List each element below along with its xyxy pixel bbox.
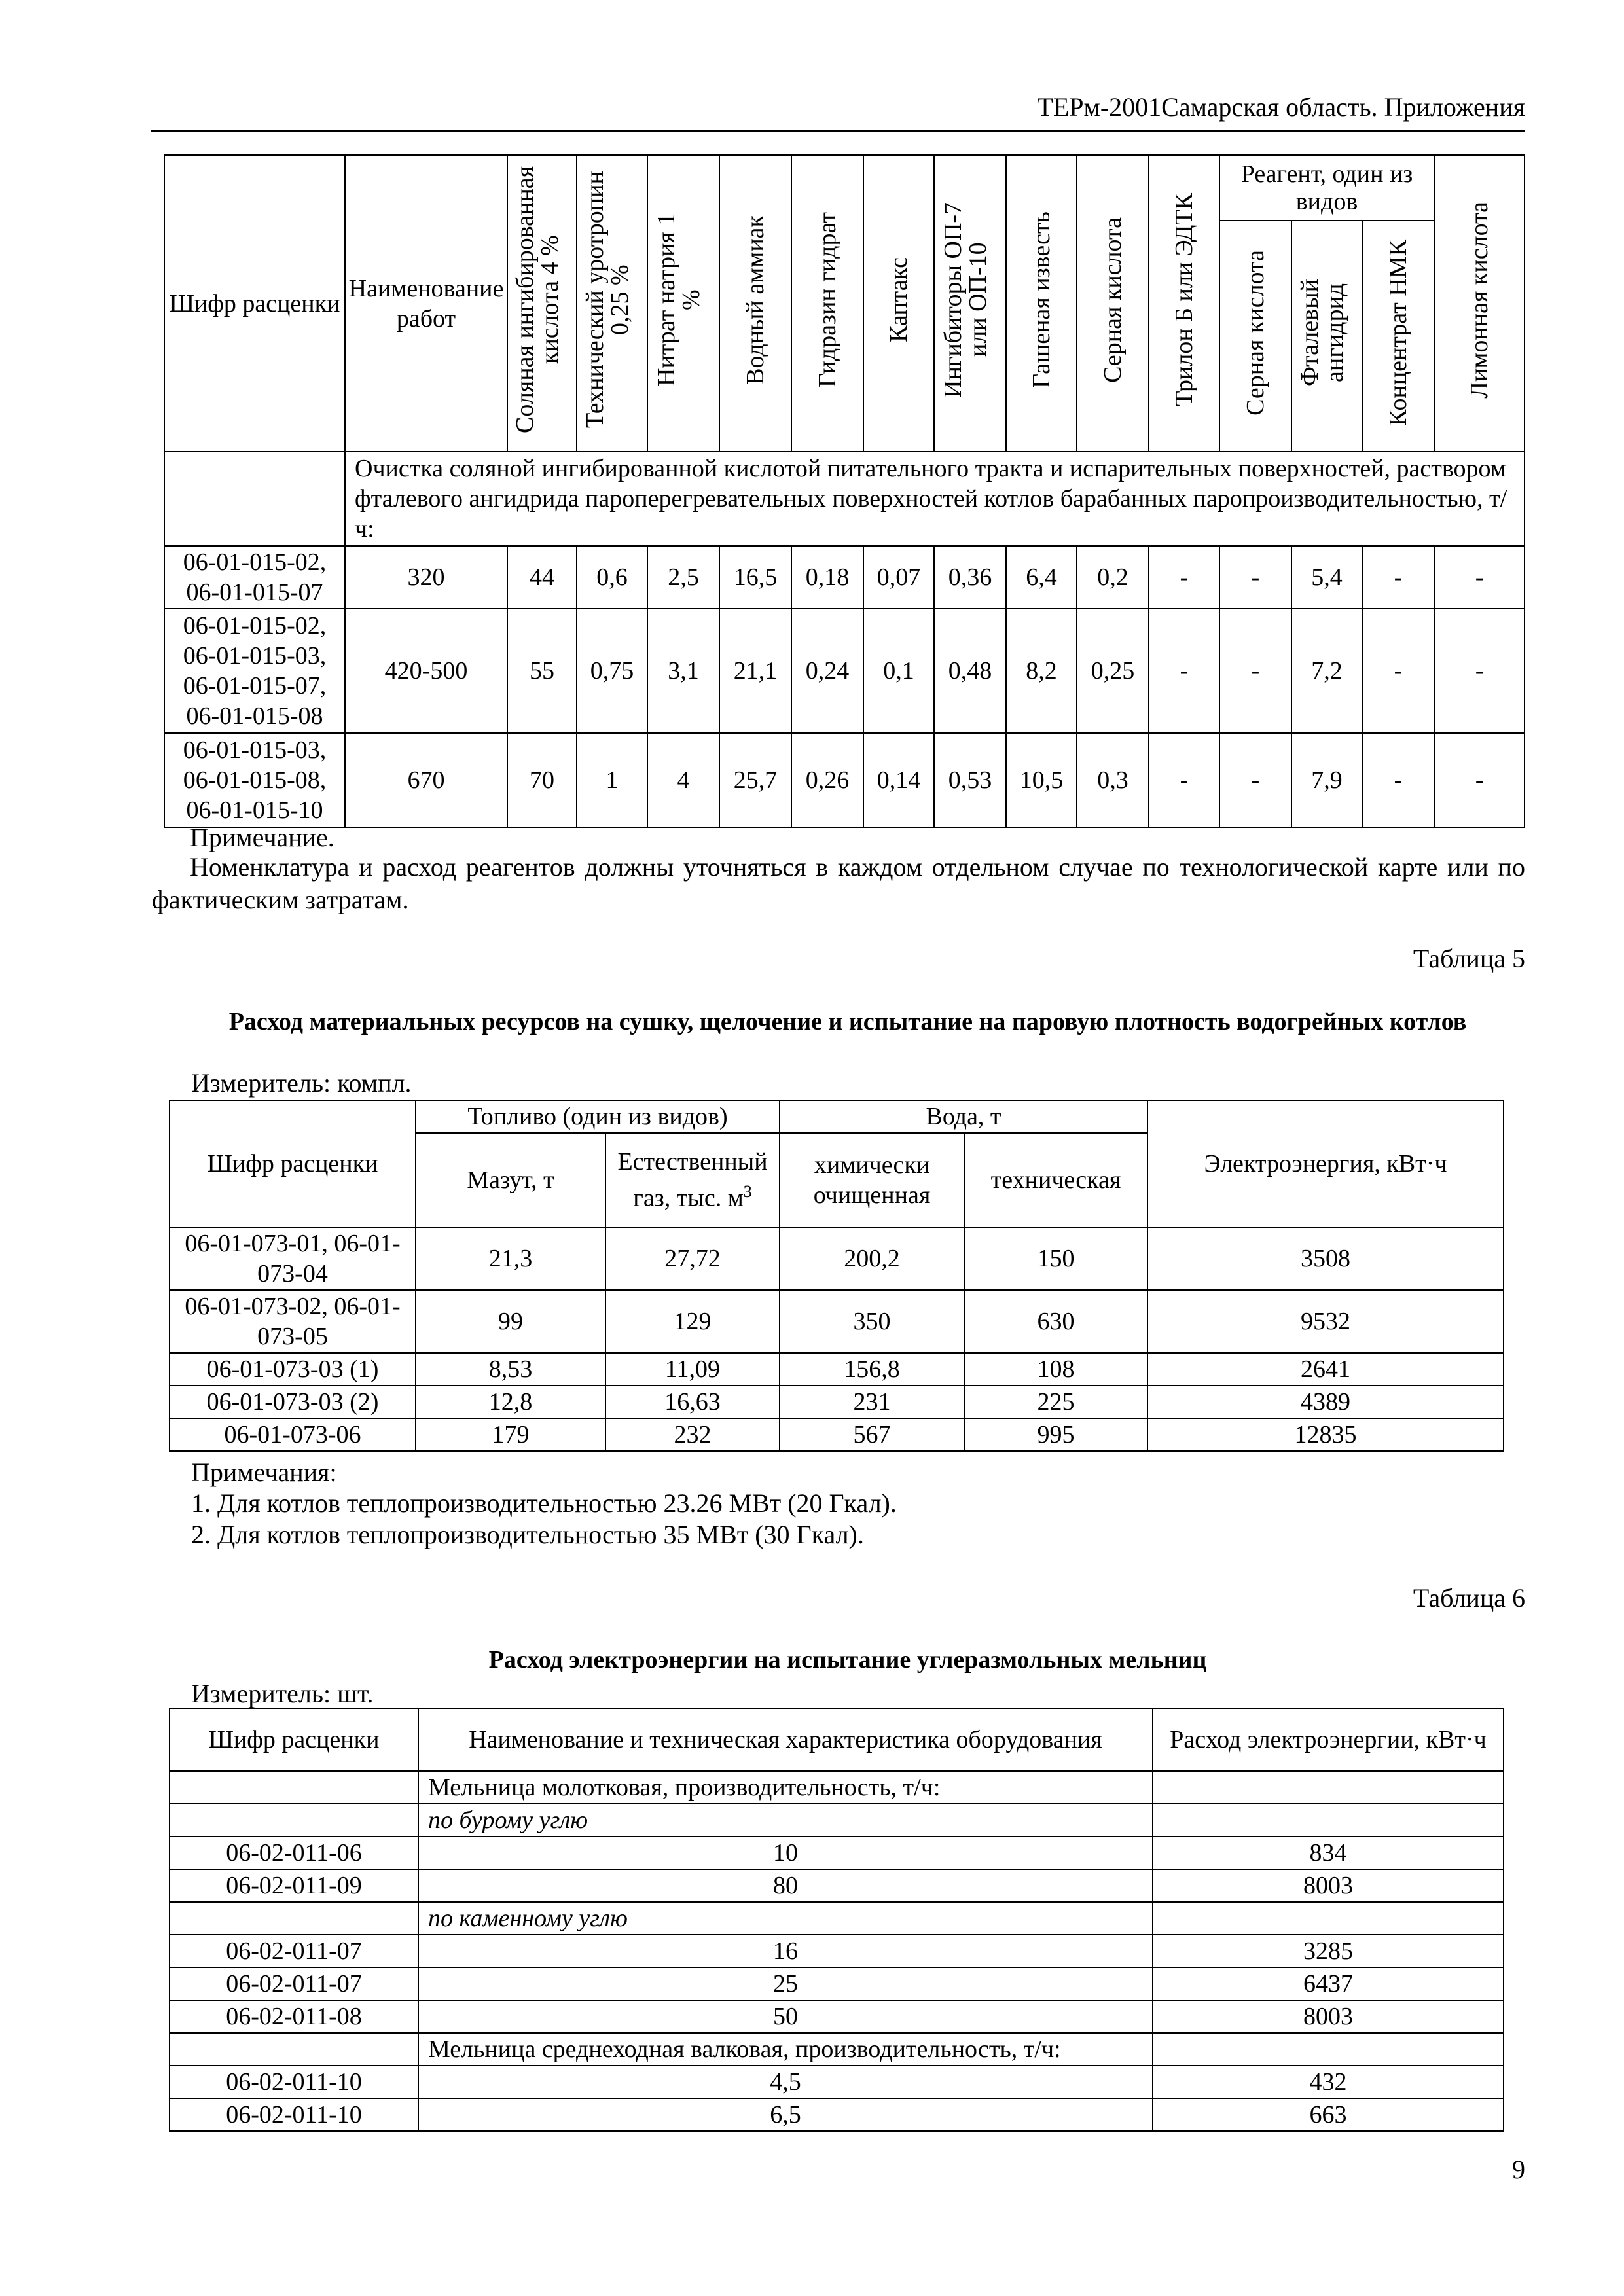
- table-row: 06-02-011-10 4,5 432: [170, 2066, 1504, 2098]
- col-equipment-header: Наименование и техническая характеристика оборудования: [418, 1708, 1153, 1771]
- table-row: 06-02-011-07 25 6437: [170, 1967, 1504, 2000]
- col-phthalic-header: Фталевый ангидрид: [1296, 279, 1348, 387]
- table5-unit: Измеритель: компл.: [191, 1068, 412, 1098]
- fuel-group-header: Топливо (один из видов): [416, 1100, 780, 1133]
- col-hydrazine-header: Гидразин гидрат: [814, 212, 841, 387]
- reagent-group-header: Реагент, один из видов: [1219, 155, 1434, 221]
- col-code-header: Шифр расценки: [170, 1100, 416, 1227]
- page-header: ТЕРм-2001Самарская область. Приложения: [1037, 92, 1525, 122]
- table-row: Мельница среднеходная валковая, производительность, т/ч:: [170, 2033, 1504, 2066]
- note-text: Номенклатура и расход реагентов должны уточняться в каждом отдельном случае по технологической карте или по фактическим затратам.: [152, 852, 1525, 914]
- col-sulfuric-header: Серная кислота: [1099, 217, 1127, 383]
- table-row: 06-02-011-10 6,5 663: [170, 2098, 1504, 2131]
- table-row: 06-01-073-03 (1) 8,53 11,09 156,8 108 2641: [170, 1353, 1504, 1386]
- col-citric-header: Лимонная кислота: [1466, 201, 1494, 399]
- table-row: 06-01-015-03, 06-01-015-08, 06-01-015-10 670 70 1 4 25,7 0,26 0,14 0,53 10,5 0,3 - - 7,9 - -: [164, 733, 1525, 827]
- table-row: Мельница молотковая, производительность, т/ч:: [170, 1771, 1504, 1804]
- col-captax-header: Каптакс: [885, 257, 912, 342]
- materials-table: [169, 1100, 1504, 1452]
- table5-label: Таблица 5: [1413, 944, 1525, 973]
- table5-title: Расход материальных ресурсов на сушку, щелочение и испытание на паровую плотность водогрейных котлов: [228, 1008, 1467, 1035]
- col-nmk-header: Концентрат НМК: [1384, 239, 1412, 426]
- electricity-table: [169, 1708, 1504, 2132]
- col-urotropin-header: Технический уротропин 0,25 %: [581, 171, 634, 429]
- table-row: 06-01-073-02, 06-01-073-05 99 129 350 630 9532: [170, 1290, 1504, 1353]
- table-row: 06-01-015-02, 06-01-015-03, 06-01-015-07, 06-01-015-08 420-500 55 0,75 3,1 21,1 0,24 0,1 0,48 8,2 0,25 - - 7,2 - -: [164, 609, 1525, 733]
- table-row: по бурому углю: [170, 1804, 1504, 1837]
- header-rule: [151, 130, 1525, 132]
- col-electricity-header: Электроэнергия, кВт·ч: [1147, 1100, 1504, 1227]
- col-lime-header: Гашеная известь: [1028, 211, 1055, 388]
- col-name-header: Наименование работ: [345, 155, 507, 452]
- table6-title: Расход электроэнергии на испытание углеразмольных мельниц: [488, 1646, 1207, 1674]
- table-row: 06-02-011-07 16 3285: [170, 1935, 1504, 1967]
- col-gas-header: Естественный газ, тыс. $м^3$: [605, 1133, 780, 1227]
- table5-note-2: 2. Для котлов теплопроизводительностью 35 МВт (30 Гкал).: [191, 1520, 864, 1549]
- col-ammonia-header: Водный аммиак: [742, 215, 769, 385]
- col-trilon-header: Трилон Б или ЭДТК: [1170, 193, 1198, 406]
- page-number: 9: [1512, 2155, 1525, 2184]
- col-mazut-header: Мазут, т: [416, 1133, 605, 1227]
- col-inhibitors-header: Ингибиторы ОП-7 или ОП-10: [939, 202, 992, 398]
- col-tech-water-header: техническая: [964, 1133, 1147, 1227]
- col-electricity-header: Расход электроэнергии, кВт·ч: [1153, 1708, 1504, 1771]
- table5-notes-title: Примечания:: [191, 1458, 337, 1487]
- table-row: 06-01-073-06 179 232 567 995 12835: [170, 1418, 1504, 1451]
- table-row: 06-01-073-01, 06-01-073-04 21,3 27,72 200,2 150 3508: [170, 1227, 1504, 1290]
- table-row: 06-02-011-08 50 8003: [170, 2000, 1504, 2033]
- note-title: Примечание.: [190, 823, 334, 852]
- table-row: 06-01-015-02, 06-01-015-07 320 44 0,6 2,5 16,5 0,18 0,07 0,36 6,4 0,2 - - 5,4 - -: [164, 546, 1525, 609]
- table-row: 06-02-011-06 10 834: [170, 1837, 1504, 1869]
- table-row: по каменному углю: [170, 1902, 1504, 1935]
- table6-label: Таблица 6: [1413, 1583, 1525, 1613]
- col-nitrate-header: Нитрат натрия 1 %: [653, 213, 705, 387]
- table-row: 06-01-073-03 (2) 12,8 16,63 231 225 4389: [170, 1386, 1504, 1418]
- col-hcl-header: Соляная ингибированная кислота 4 %: [511, 166, 564, 434]
- reagents-table: [164, 154, 1525, 828]
- table5-note-1: 1. Для котлов теплопроизводительностью 23.26 МВт (20 Гкал).: [191, 1488, 897, 1518]
- table6-unit: Измеритель: шт.: [191, 1679, 374, 1708]
- section-row: Очистка соляной ингибированной кислотой питательного тракта и испарительных поверхностей, раствором фталевого ангидрида пароперегревательных поверхностей котлов барабанных паропроизводительностью, т/ч:: [345, 452, 1525, 546]
- table-row: 06-02-011-09 80 8003: [170, 1869, 1504, 1902]
- water-group-header: Вода, т: [780, 1100, 1147, 1133]
- col-reagent-sulfuric-header: Серная кислота: [1242, 249, 1269, 416]
- col-code-header: Шифр расценки: [164, 155, 345, 452]
- col-code-header: Шифр расценки: [170, 1708, 418, 1771]
- col-chem-water-header: химически очищенная: [780, 1133, 964, 1227]
